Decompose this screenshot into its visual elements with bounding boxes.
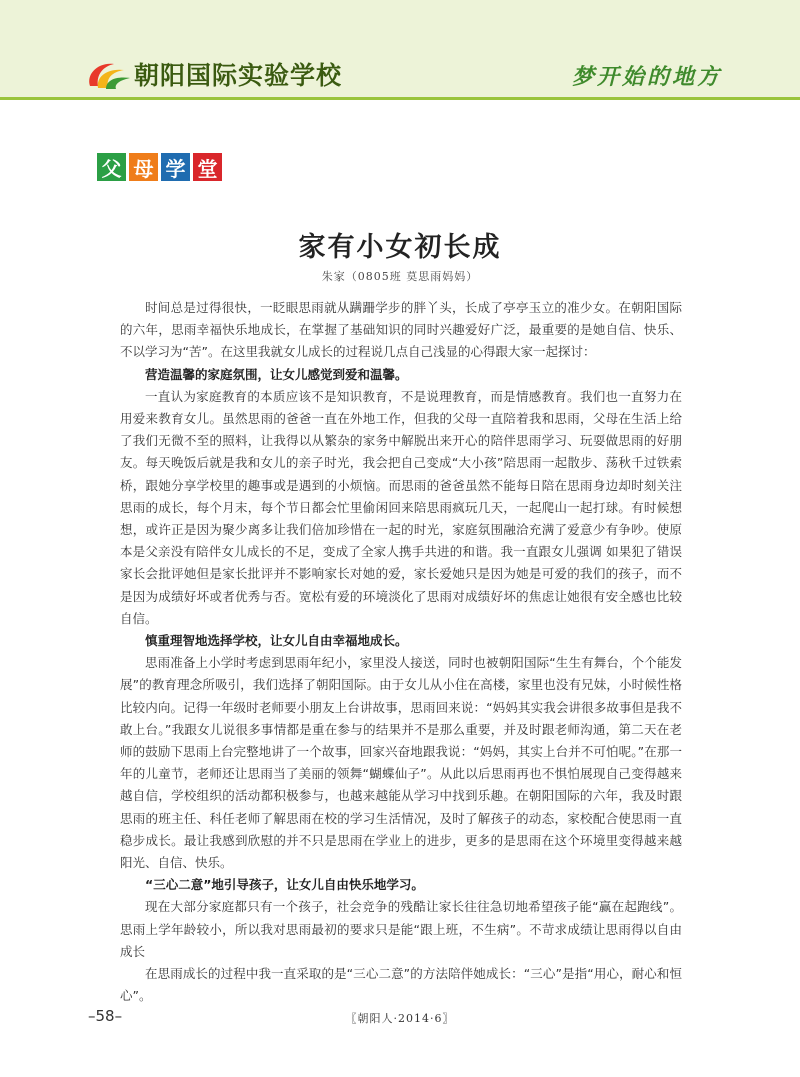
article-body [120,297,682,1008]
section-heading: 慎重理智地选择学校，让女儿自由幸福地成长。 [145,633,408,649]
header-slogan: 梦开始的地方 [571,64,722,90]
paragraph: 思雨准备上小学时考虑到思雨年纪小，家里没人接送，同时也被朝阳国际“生生有舞台，个个能发展”的教育理念所吸引，我们选择了朝阳国际。由于女儿从小住在高楼，家里也没有兄妹，小时候性格比较内向。记得一年级时老师要小朋友上台讲故事，思雨回来说：“妈妈其实我会讲很多故事但是我不敢上台。”我跟女儿说很多事情都是重在参与的结果并不是那么重要，并及时跟老师沟通，第二天在老师的鼓励下思雨上台完整地讲了一个故事，回家兴奋地跟我说：“妈妈，其实上台并不可怕呢。”在那一年的儿童节，老师还让思雨当了美丽的领舞“蝴蝶仙子”。从此以后思雨再也不惧怕展现自己变得越来越自信，学校组织的活动都积极参与，也越来越能从学习中找到乐趣。在朝阳国际的六年，我及时跟思雨的班主任、科任老师了解思雨在校的学习生活情况，及时了解孩子的动态，家校配合使思雨一直稳步成长。最让我感到欣慰的并不只是思雨在学业上的进步，更多的是思雨在这个环境里变得越来越阳光、自信、快乐。 [120,655,682,871]
school-logo-icon [84,56,132,96]
section-heading: “三心二意”地引导孩子，让女儿自由快乐地学习。 [145,877,424,893]
page-number: –58– [88,1007,123,1025]
section-badge: 学 [161,153,190,181]
header-divider [0,97,800,100]
article-byline: 朱家（0805班 莫思雨妈妈） [321,270,479,283]
magazine-issue: 〖朝阳人·2014·6〗 [345,1012,455,1025]
paragraph: 现在大部分家庭都只有一个孩子，社会竞争的残酷让家长往往急切地希望孩子能“赢在起跑线”。思雨上学年龄较小，所以我对思雨最初的要求只是能“跟上班，不生病”。不苛求成绩让思雨得以自由成长 [120,899,682,959]
paragraph: 一直认为家庭教育的本质应该不是知识教育，不是说理教育，而是情感教育。我们也一直努力在用爱来教育女儿。虽然思雨的爸爸一直在外地工作，但我的父母一直陪着我和思雨，父母在生活上给了我们无微不至的照料，让我得以从繁杂的家务中解脱出来开心的陪伴思雨学习、玩耍做思雨的好朋友。每天晚饭后就是我和女儿的亲子时光，我会把自己变成“大小孩”陪思雨一起散步、荡秋千过铁索桥，跟她分享学校里的趣事或是遇到的小烦恼。而思雨的爸爸虽然不能每日陪在思雨身边却时刻关注思雨的成长，每个月末，每个节日都会忙里偷闲回来陪思雨疯玩几天，一起爬山一起打球。有时候想想，或许正是因为聚少离多让我们倍加珍惜在一起的时光，家庭氛围融洽充满了爱意少有争吵。使原本是父亲没有陪伴女儿成长的不足，变成了全家人携手共进的和谐。我一直跟女儿强调 如果犯了错误家长会批评她但是家长批评并不影响家长对她的爱，家长爱她只是因为她是可爱的我们的孩子，而不是因为成绩好坏或者优秀与否。宽松有爱的环境淡化了思雨对成绩好坏的焦虑让她很有安全感也比较自信。 [120,388,682,626]
paragraph: 时间总是过得很快，一眨眼思雨就从蹒跚学步的胖丫头，长成了亭亭玉立的准少女。在朝阳国际的六年，思雨幸福快乐地成长，在掌握了基础知识的同时兴趣爱好广泛，最重要的是她自信、快乐、不以学习为“苦”。在这里我就女儿成长的过程说几点自己浅显的心得跟大家一起探讨： [120,300,682,360]
section-badge: 堂 [193,153,222,181]
article-title: 家有小女初长成 [298,232,502,263]
section-badge: 母 [129,153,158,181]
section-heading: 营造温馨的家庭氛围，让女儿感觉到爱和温馨。 [145,366,408,382]
school-name: 朝阳国际实验学校 [134,61,343,90]
paragraph: 在思雨成长的过程中我一直采取的是“三心二意”的方法陪伴她成长：“三心”是指“用心，耐心和恒心”。 [120,966,682,1004]
section-badges [97,153,222,181]
section-badge: 父 [97,153,126,181]
